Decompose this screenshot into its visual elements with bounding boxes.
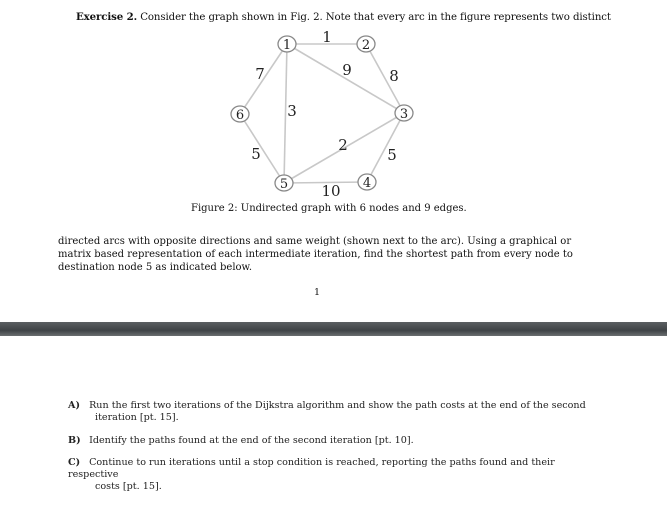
question-c xyxy=(68,457,588,493)
weight-1-2: 1 xyxy=(322,28,332,46)
weight-5-4: 10 xyxy=(321,182,341,200)
page-number: 1 xyxy=(314,287,321,298)
figure-caption: Figure 2: Undirected graph with 6 nodes and 9 edges. xyxy=(191,203,467,214)
weight-1-3: 9 xyxy=(342,61,352,79)
body-paragraph: directed arcs with opposite directions and same weight (shown next to the arc). Using a graphical or matrix based representation of each intermediate iteration, find the shortest path from every node to destination node 5 as indicated below. xyxy=(58,236,573,273)
question-b-label: B) xyxy=(68,435,81,446)
question-c-line1: Continue to run iterations until a stop condition is reached, reporting the paths found and their respective xyxy=(68,457,555,480)
node-4-label: 4 xyxy=(362,176,372,191)
question-a xyxy=(68,400,588,424)
question-c-label: C) xyxy=(68,457,81,468)
question-a-line1: Run the first two iterations of the Dijkstra algorithm and show the path costs at the end of the second xyxy=(89,400,586,411)
weight-1-5: 3 xyxy=(287,102,297,120)
question-b xyxy=(68,435,588,447)
exercise-label: Exercise 2. xyxy=(76,11,138,23)
weight-5-3: 2 xyxy=(338,136,348,154)
document-page-2 xyxy=(0,336,667,506)
question-b-line1: Identify the paths found at the end of the second iteration [pt. 10]. xyxy=(89,435,414,446)
weight-2-3: 8 xyxy=(389,67,399,85)
node-2-label: 2 xyxy=(361,38,371,53)
question-a-label: A) xyxy=(68,400,80,411)
exercise-text: Consider the graph shown in Fig. 2. Note that every arc in the figure represents two distinct xyxy=(140,12,611,23)
weight-6-5: 5 xyxy=(251,145,261,163)
node-6-label: 6 xyxy=(235,108,245,123)
edge-6-5 xyxy=(240,114,284,183)
node-5-label: 5 xyxy=(279,177,289,192)
question-c-line2: costs [pt. 15]. xyxy=(95,481,162,492)
node-3-label: 3 xyxy=(399,107,409,122)
weight-1-6: 7 xyxy=(255,65,265,83)
page-divider xyxy=(0,322,667,336)
node-1-label: 1 xyxy=(282,38,292,53)
question-a-line2: iteration [pt. 15]. xyxy=(95,412,179,423)
weight-3-4: 5 xyxy=(387,146,397,164)
